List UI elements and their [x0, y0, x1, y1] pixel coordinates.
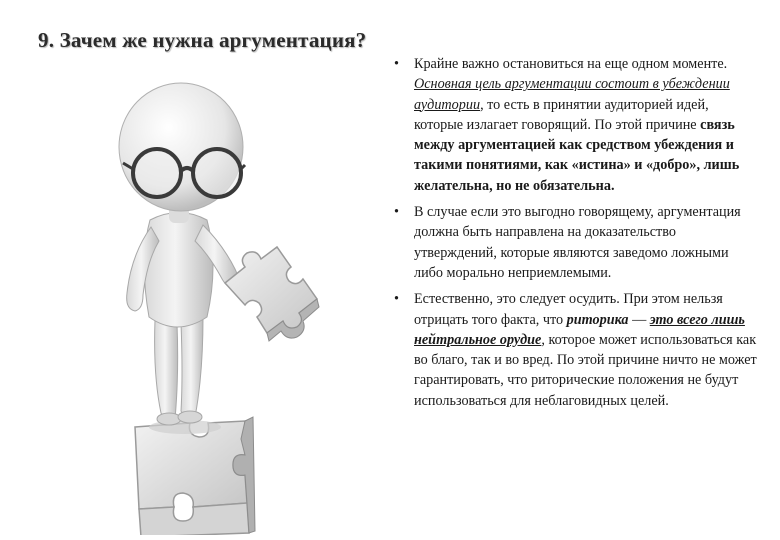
bullet-emphasis: Основная цель аргументации состоит в убеждении аудитории	[414, 76, 730, 113]
figure-legs	[155, 317, 203, 425]
bullet-text: Естественно, это следует осудить. При этом нельзя отрицать того факта, что	[414, 291, 723, 328]
bullet-text: В случае если это выгодно говорящему, аргументация должна быть направлена на доказательство утверждений, которые являются заведомо ложными либо морально неприемлемыми.	[414, 204, 741, 281]
bullet-bold-italic-underline: это всего лишь нейтральное орудие	[414, 311, 745, 348]
bullet-text: , то есть в принятии аудиторией идей, которые излагает говорящий. По этой причине	[414, 96, 709, 133]
slide-title: 9. Зачем же нужна аргументация?	[38, 28, 367, 52]
bullet-item	[388, 202, 760, 283]
bullet-text: —	[628, 311, 650, 328]
figure-with-puzzle-illustration	[95, 55, 385, 535]
bullet-bold-italic: риторика	[566, 311, 629, 328]
bullet-dot: •	[394, 56, 399, 72]
floor-puzzle-pieces	[135, 417, 255, 535]
bullet-item	[388, 289, 760, 411]
bullet-text: , которое может использоваться как во благо, так и во вред. По этой причине ничто не может гарантировать, что риторические положения не будут использоваться для неблаговидных целей.	[414, 331, 757, 409]
bullet-dot: •	[394, 204, 399, 221]
bullet-dot: •	[394, 291, 399, 308]
held-puzzle-piece	[225, 247, 319, 341]
bullet-bold: связь между аргументацией как средством убеждения и такими понятиями, как «истина» и «добро», лишь желательна, но не обязательна.	[414, 116, 740, 194]
bullet-item	[388, 54, 760, 196]
bullet-text: Крайне важно остановиться на еще одном моменте.	[414, 56, 728, 72]
bullet-list	[388, 54, 760, 417]
